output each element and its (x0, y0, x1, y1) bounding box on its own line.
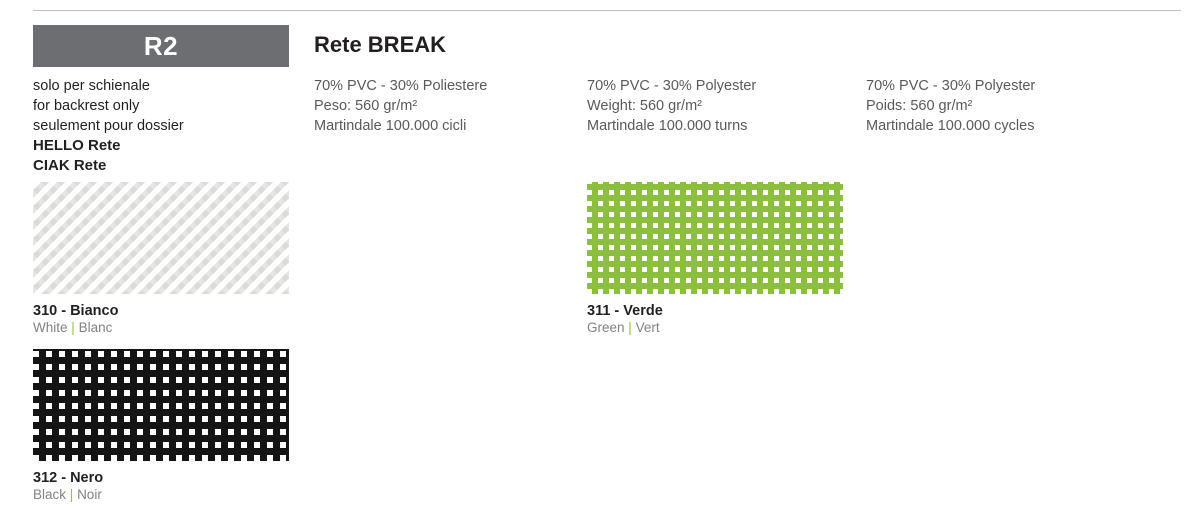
swatch-subtitle-310 (33, 320, 289, 335)
swatch-sub-separator-311: | (628, 320, 632, 335)
swatch-texture-311 (587, 182, 843, 294)
swatch-image-310 (33, 182, 289, 294)
spec-block-english (587, 76, 756, 136)
spec-martindale-en: Martindale 100.000 turns (587, 118, 748, 134)
page-title: Rete BREAK (314, 32, 447, 57)
swatch-name-310: 310 - Bianco (33, 303, 119, 319)
spec-composition-fr: 70% PVC - 30% Polyester (866, 78, 1036, 94)
swatch-sub-fr-310: Blanc (78, 320, 113, 335)
swatch-sub-en-311: Green (587, 320, 625, 335)
spec-weight-en: Weight: 560 gr/m² (587, 98, 702, 114)
spec-martindale-it: Martindale 100.000 cicli (314, 118, 467, 134)
spec-weight-fr: Poids: 560 gr/m² (866, 98, 973, 114)
swatch-sub-fr-311: Vert (635, 320, 660, 335)
swatch-sub-separator-312: | (69, 487, 74, 502)
spec-composition-en: 70% PVC - 30% Polyester (587, 78, 757, 94)
swatch-subtitle-312 (33, 487, 289, 502)
swatch-subtitle-311 (587, 320, 843, 335)
left-column (33, 25, 289, 176)
swatch-sub-en-310: White (33, 320, 68, 335)
swatch-card-310[interactable] (33, 182, 289, 335)
swatch-texture-312 (33, 349, 289, 461)
top-divider (33, 10, 1181, 11)
family-ciak-rete: CIAK Rete (33, 157, 107, 174)
swatch-card-312[interactable] (33, 349, 289, 502)
swatch-name-311: 311 - Verde (587, 303, 663, 319)
swatch-sub-fr-312: Noir (77, 487, 102, 502)
family-hello-rete: HELLO Rete (33, 137, 121, 154)
note-french: seulement pour dossier (33, 118, 184, 134)
category-notes (33, 76, 289, 176)
spec-martindale-fr: Martindale 100.000 cycles (866, 118, 1035, 134)
note-english: for backrest only (33, 98, 140, 114)
spec-weight-it: Peso: 560 gr/m² (314, 98, 418, 114)
category-code-banner (33, 25, 289, 67)
swatch-name-312: 312 - Nero (33, 470, 104, 486)
swatch-image-311 (587, 182, 843, 294)
spec-block-italian (314, 76, 487, 136)
swatch-card-311[interactable] (587, 182, 843, 335)
note-italian: solo per schienale (33, 78, 150, 94)
swatch-image-312 (33, 349, 289, 461)
category-code: R2 (143, 30, 179, 61)
swatch-sub-separator-310: | (71, 320, 75, 335)
spec-block-french (866, 76, 1035, 136)
swatch-sub-en-312: Black (33, 487, 67, 502)
spec-composition-it: 70% PVC - 30% Poliestere (314, 78, 488, 94)
